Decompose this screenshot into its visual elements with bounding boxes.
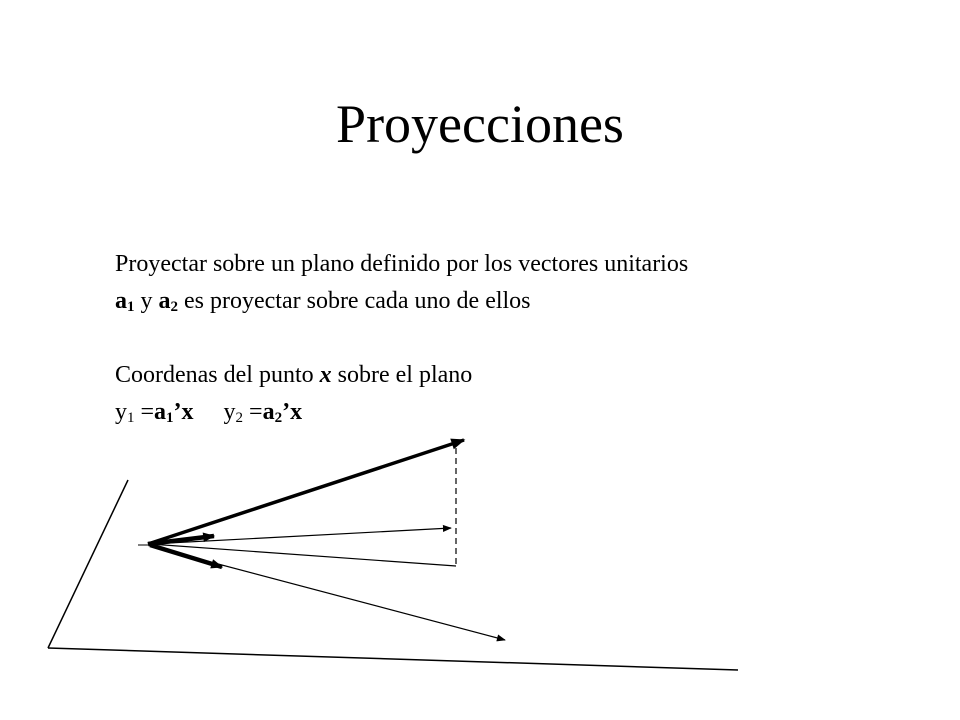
formula-eq1: = (134, 399, 155, 425)
projection-x-arrow (150, 528, 451, 544)
vector-x-arrow (148, 440, 464, 544)
page-title: Proyecciones (336, 94, 624, 154)
formula-a1x: $a_1’x$ (154, 399, 194, 426)
formula-a2x: $a_2’x$ (262, 399, 303, 426)
vector-a2: $a_2$ (158, 288, 178, 315)
plane-edge-bottom (48, 648, 738, 670)
paragraph-rest-text: es proyectar sobre cada uno de ellos (178, 288, 531, 314)
point-x-variable: x (319, 362, 332, 388)
coordinates-lead: Coordenas del punto (115, 362, 320, 388)
paragraph-line-1: Proyectar sobre un plano definido por los vectores unitarios (115, 251, 689, 277)
formula-eq2: = (243, 399, 263, 425)
projection-foot-line (150, 544, 456, 566)
conjunction-text: y (134, 288, 159, 314)
coordinates-tail: sobre el plano (331, 362, 473, 388)
plane-edge-left (48, 480, 128, 648)
vector-a1: $a_1$ (115, 288, 135, 315)
formula-y2: $y_2$ (223, 399, 244, 426)
formula-y1: $y_1$ (115, 399, 135, 426)
